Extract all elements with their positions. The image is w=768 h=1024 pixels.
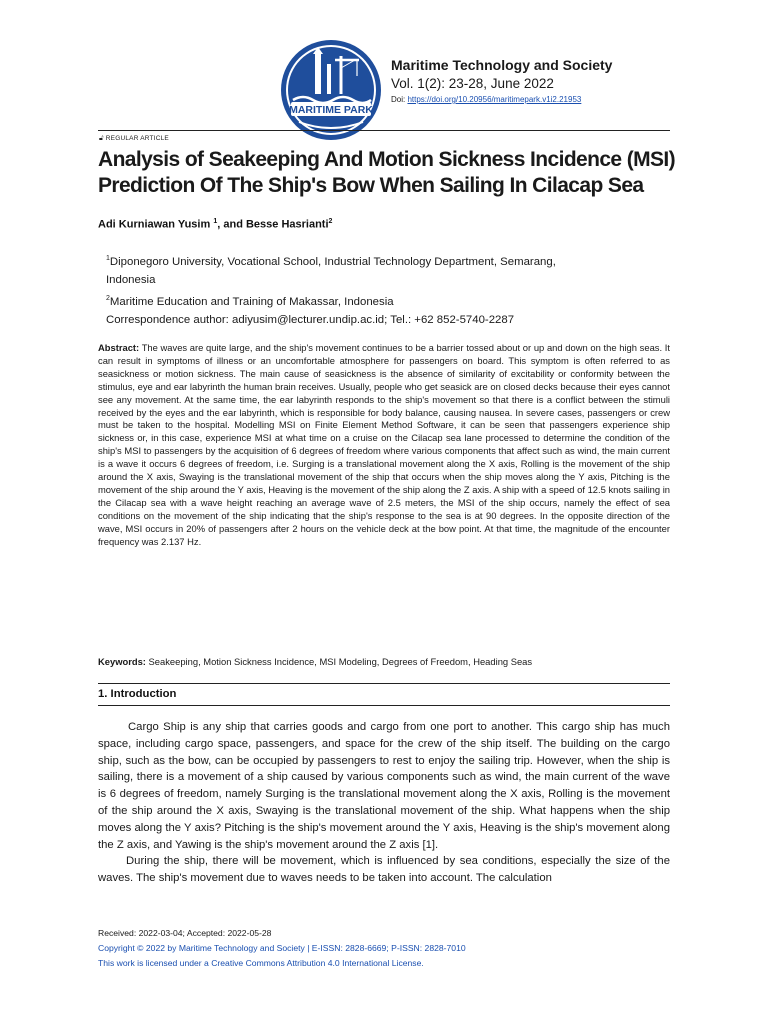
doi-label: Doi:	[391, 95, 408, 104]
doi-link[interactable]: https://doi.org/10.20956/maritimepark.v1i2.21953	[407, 95, 582, 104]
keywords	[98, 656, 532, 667]
paragraph-1: Cargo Ship is any ship that carries goods and cargo from one port to another. This cargo ship has much space, including cargo space, passengers, and space for the crew of the ship itself. The building on the cargo ship, such as the bow, can be occupied by passengers to rest to enjoy the sailing trip. However, when the ship is sailing, there is a movement of a ship caused by various components such as wind, the main current of the wave is 6 degrees of freedom, namely Surging is the translational movement along the X axis, Rolling is the movement of the ship around the X axis, Swaying is the translational movement of the ship. What happens when the ship moves along the Y axis? Pitching is the ship's movement around the Y axis, Heaving is the ship's movement along the Z axis, and Yawing is the ship's movement around the Z axis [1].	[98, 721, 670, 851]
journal-title: Maritime Technology and Society	[391, 57, 613, 73]
correspondence: Correspondence author: adiyusim@lecturer.undip.ac.id; Tel.: +62 852-5740-2287	[106, 314, 515, 327]
affiliation-1-cont: Indonesia	[106, 274, 156, 287]
received-dates: Received: 2022-03-04; Accepted: 2022-05-28	[98, 928, 272, 938]
paper-title-line-2: Prediction Of The Ship's Bow When Sailing In Cilacap Sea	[98, 174, 644, 197]
affiliation-2	[106, 290, 646, 311]
abstract-label: Abstract:	[98, 342, 140, 353]
author-1: Adi Kurniawan Yusim	[98, 218, 211, 231]
journal-logo	[279, 38, 383, 142]
logo-wordmark: MARITIME PARK	[289, 104, 373, 116]
abstract-text: The waves are quite large, and the ship's movement continues to be a barrier tossed about or up and down on the high seas. It can result in symptoms of illness or an uncomfortable atmosphere for passengers on board. This symptom is often referred to as seasickness or motion sickness. The main cause of seasickness is the absence of similarity of excitability or conformity between the stimulus, eye and ear labyrinth the human brain receives. Usually, people who get seasick are on closed decks because their eyes cannot see any movement. At the same time, the ear labyrinth responds to the ship's movement so that there is a conflict between the stimuli received by the eyes and the ear labyrinth, which is responsible for body balance, causing nausea. In severe cases, passengers or crew must be taken to the hospital. Modelling MSI on Finite Element Method Software, it can be seen that passengers experience ship sickness or, in this case, experience MSI at what time on a cruise on the Cilacap sea lane processed to determine the condition of the ship's MSI to passengers by the acquisition of 6 degrees of freedom where various components that affect such as wind, the main current is a wave it occurs 6 degrees of freedom, i.e. Surging is a translational movement along the X axis, Rolling is the movement of the ship around the X axis, Swaying is the translational movement of the ship that occurs when the ship moves along the Y axis, Pitching is the movement of the ship around the Y axis, Heaving is the movement of the ship along the Z axis. A ship with a speed of 12.5 knots sailing in the Cilacap sea with a wave height reaching an average wave of 2.5 meters, the MSI of the ship occurs, namely the effect of sea conditions on the movement of the ship indicating that the ship's response to the sea is at 90 degrees. In the opposite direction of the wave, MSI occurs in 20% of passengers after 2 hours on the vehicle deck at the bow point. At that time, the magnitude of the encounter frequency was 2.137 Hz.	[98, 342, 670, 547]
paper-title	[98, 147, 688, 199]
author-separator: , and	[217, 218, 246, 231]
copyright-line: Copyright © 2022 by Maritime Technology and Society | E-ISSN: 2828-6669; P-ISSN: 2828-7010	[98, 943, 466, 954]
keywords-label: Keywords:	[98, 656, 146, 667]
license-line[interactable]: This work is licensed under a Creative Commons Attribution 4.0 International License.	[98, 958, 424, 969]
affiliation-2-text: Maritime Education and Training of Makassar, Indonesia	[109, 295, 394, 308]
section-divider-top	[98, 683, 670, 684]
open-access-icon: 🔓︎	[99, 135, 104, 142]
keywords-text: Seakeeping, Motion Sickness Incidence, MSI Modeling, Degrees of Freedom, Heading Seas	[148, 656, 533, 667]
section-heading-introduction: 1. Introduction	[98, 688, 177, 700]
journal-doi	[391, 95, 581, 104]
author-list	[98, 218, 332, 231]
paper-title-line-1: Analysis of Seakeeping And Motion Sickness Incidence (MSI)	[98, 148, 676, 171]
abstract	[98, 342, 670, 549]
affiliation-1-sup: 1	[106, 255, 110, 262]
author-2-sup: 2	[328, 218, 333, 225]
article-type-label: REGULAR ARTICLE	[105, 135, 169, 142]
page-footer	[98, 926, 466, 972]
affiliations	[106, 250, 646, 330]
author-1-sup: 1	[213, 218, 218, 225]
introduction-body	[98, 719, 670, 887]
article-type-badge	[99, 135, 169, 143]
header-divider	[98, 130, 670, 131]
affiliation-2-sup: 2	[106, 294, 110, 302]
section-divider-bottom	[98, 705, 670, 706]
paragraph-2: During the ship, there will be movement, which is influenced by sea conditions, especially the size of the waves. The ship's movement due to waves needs to be taken into account. The calculation	[98, 855, 670, 885]
author-2: Besse Hasrianti	[245, 218, 329, 231]
affiliation-1-text: Diponegoro University, Vocational School, Industrial Technology Department, Semarang,	[109, 255, 556, 268]
affiliation-1	[106, 250, 646, 271]
journal-volume: Vol. 1(2): 23-28, June 2022	[391, 76, 554, 91]
